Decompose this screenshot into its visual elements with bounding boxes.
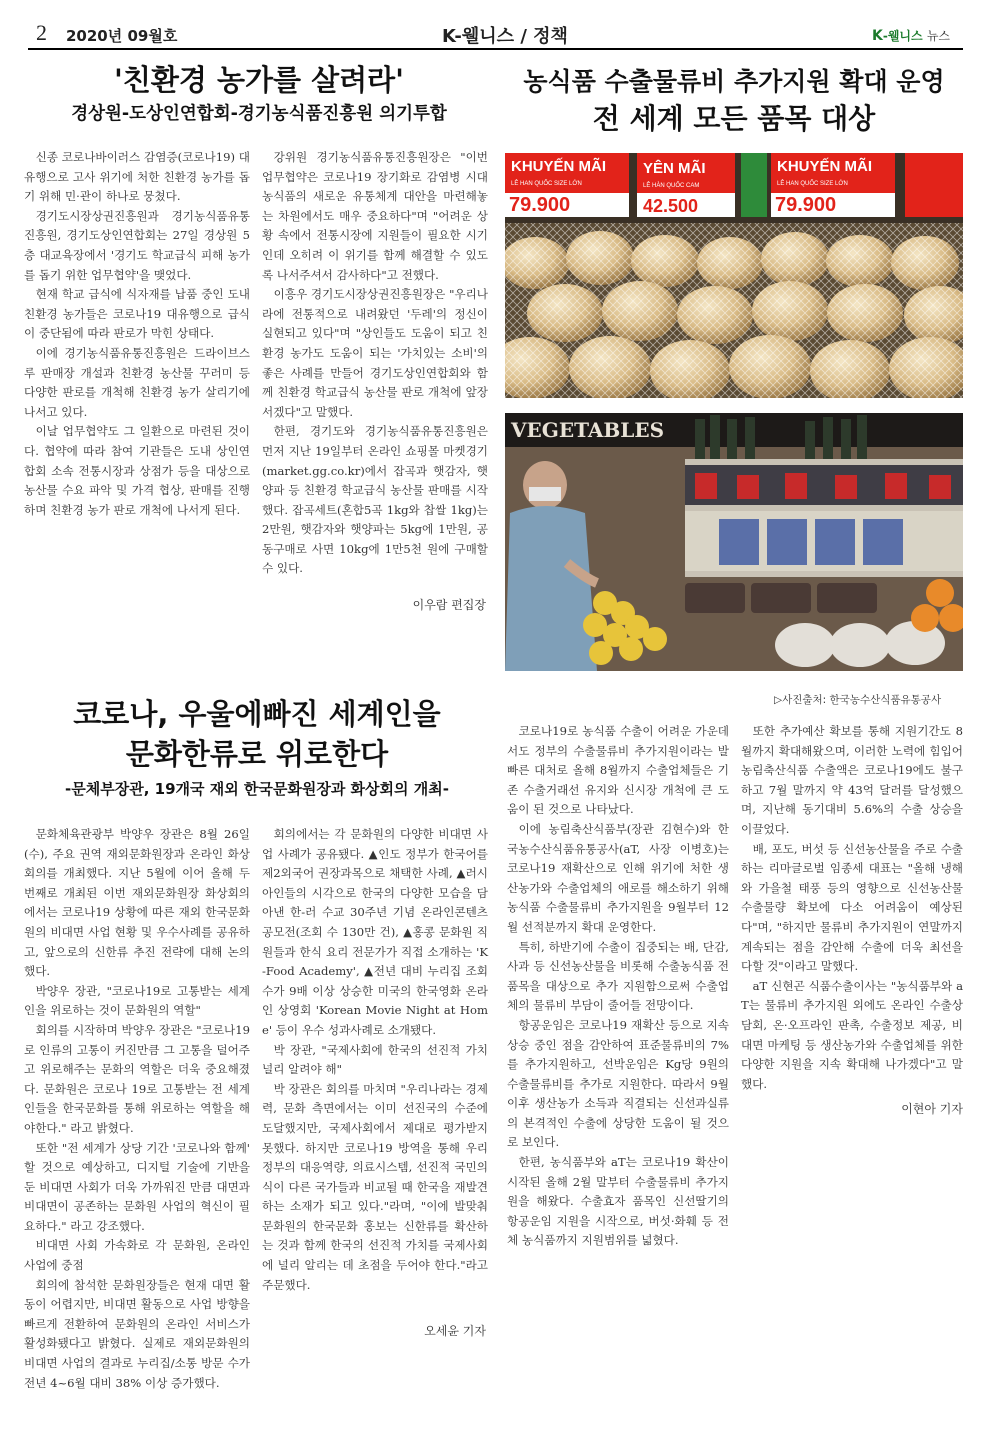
- article1-col1: [24, 148, 250, 520]
- price-sign: [771, 153, 895, 217]
- paragraph: 배, 포도, 버섯 등 신선농산물을 주로 수출하는 리마글로벌 임종세 대표는 "올해 냉해와 가을철 태풍 등의 영향으로 신선농산물 수출물량 확보에 다소 어려움이 예상된다"며, "하지만 물류비 추가지원이 연말까지 계속되는 점을 감안해 수출에 더욱 최선을 다할 것"이라고 말했다.: [741, 841, 963, 974]
- paragraph: 회의에 참석한 문화원장들은 현재 대면 활동이 어렵지만, 비대면 활동으로 사업 방향을 빠르게 전환하여 문화원의 온라인 서비스가 활성화됐다고 밝혔다. 실제로 재외문화원의 비대면 사업의 결과로 누리집/소통 방문 수가 전년 4~6월 대비 38% 이상 증가했다.: [24, 1277, 250, 1390]
- paragraph: 현재 학교 급식에 식자재를 납품 중인 도내 친환경 농가들은 코로나19 대유행으로 급식이 중단됨에 따라 판로가 막힌 상태다.: [24, 287, 250, 341]
- publication-logo: [872, 27, 950, 44]
- paragraph: 박 장관은 회의를 마치며 "우리나라는 경제력, 문화 측면에서는 이미 선진국의 수준에 도달했지만, 국제사회에서 제대로 평가받지 못했다. 하지만 코로나19 방역을 통해 우리 정부의 대응역량, 의료시스템, 선진적 국민의식이 다른 국가들과 비교될 때 한국을 재발견하는 소재가 되고 있다."라며, "이에 발맞춰 문화원의 한국문화 홍보는 신한류를 확산하는 것과 함께 한국의 선진적 가치를 국제사회에 널리 알리는 데 초점을 두어야 한다."라고 주문했다.: [262, 1081, 488, 1292]
- header-rule: [28, 48, 963, 50]
- svg-text:YÊN MÃI: YÊN MÃI: [643, 160, 706, 177]
- article3-title-line2: 문화한류로 위로한다: [125, 737, 389, 771]
- article2-col1: [507, 722, 729, 1251]
- paragraph: 이에 농림축산식품부(장관 김현수)와 한국농수산식품유통공사(aT, 사장 이병호)는 코로나19 재확산으로 인해 위기에 처한 생산농가와 수출업체의 애로를 해소하기 위해 농식품 수출물류비 추가지원을 9월부터 12월 선적분까지 확대 운영한다.: [507, 821, 729, 934]
- logo-k: K: [872, 28, 883, 44]
- paragraph: 박양우 장관, "코로나19로 고통받는 세계인을 위로하는 것이 문화원의 역할": [24, 983, 250, 1018]
- article1-subtitle: 경상원-도상인연합회-경기농식품진흥원 의기투합: [71, 104, 447, 124]
- paragraph: 강위원 경기농식품유통진흥원장은 "이번 업무협약은 코로나19 장기화로 감염병 시대 농식품의 새로운 유통체계 대안을 마련해놓는 차원에서도 매우 중요하다"며 "어려운 상황 속에서 전통시장에 지원들이 필요한 시기인데 오히려 이 위기를 함께 해결할 수 있도록 나서주셔서 감사하다"고 전했다.: [262, 150, 488, 282]
- paragraph: 박 장관, "국제사회에 한국의 선진적 가치 널리 알려야 해": [262, 1042, 488, 1077]
- paragraph: 코로나19로 농식품 수출이 어려운 가운데서도 정부의 수출물류비 추가지원이라는 발 빠른 대처로 올해 8월까지 수출업체들은 기존 수출거래선 유지와 신시장 개척에 큰 도움이 된 것으로 나타났다.: [507, 724, 729, 817]
- article2-col2: [741, 722, 963, 1094]
- paragraph: 항공운임은 코로나19 재확산 등으로 지속 상승 중인 점을 감안하여 표준물류비의 7%를 추가지원하고, 선박운임은 Kg당 9원의 수출물류비를 추가로 지원한다. 따라서 9월 이후 생산농가 소득과 직결되는 신선과실류의 본격적인 수출에 상당한 도움이 될 것으로 보인다.: [507, 1017, 729, 1150]
- paragraph: 비대면 사회 가속화로 각 문화원, 온라인 사업에 중점: [24, 1238, 250, 1273]
- paragraph: 이흥우 경기도시장상권진흥원장은 "우리나라에 전통적으로 내려왔던 '두레'의 정신이 실현되고 있다"며 "상인들도 도움이 되고 친환경 농가도 도움이 되는 '가치있는 소비'의 좋은 사례를 만들어 경기도상인연합회와 함께 친환경 학교급식 농산물 판로 개척에 앞장서겠다"고 말했다.: [262, 287, 488, 419]
- svg-text:42.500: 42.500: [643, 196, 699, 216]
- article2-title-line2: 전 세계 모든 품목 대상: [592, 102, 876, 135]
- logo-news: 뉴스: [926, 29, 950, 43]
- paragraph: 문화체육관광부 박양우 장관은 8월 26일(수), 주요 권역 재외문화원장과 온라인 화상 회의를 개최했다. 지난 5월에 이어 올해 두 번째로 개최된 이번 재외문화원장 화상회의에서는 코로나19 상황에 따른 재외 한국문화원의 비대면 사업 현황 및 우수사례를 공유하고, 앞으로의 신한류 추진 전략에 대해 논의했다.: [24, 827, 250, 979]
- paragraph: 또한 추가예산 확보를 통해 지원기간도 8월까지 확대해왔으며, 이러한 노력에 힘입어 농림축산식품 수출액은 코로나19에도 불구하고 7월 말까지 약 43억 달러를 달성했으며, 지난해 동기대비 5.6%의 수출 상승을 이끌었다.: [741, 724, 963, 836]
- photo-caption: ▷사진출처: 한국농수산식품유통공사: [774, 694, 942, 706]
- article3-subtitle: -문체부장관, 19개국 재외 한국문화원장과 화상회의 개최-: [65, 780, 449, 798]
- article2-title-line1: 농식품 수출물류비 추가지원 확대 운영: [523, 67, 945, 96]
- svg-text:LÊ HAN QUỐC SIZE LỚN: LÊ HAN QUỐC SIZE LỚN: [511, 181, 582, 187]
- paragraph: 경기도시장상권진흥원과 경기농식품유통진흥원, 경기도상인연합회는 27일 경상원 5층 대교육장에서 '경기도 학교급식 피해 농가를 돕기 위한 업무협약'을 맺었다.: [24, 208, 250, 282]
- svg-text:79.900: 79.900: [775, 194, 837, 216]
- grocery-shelf-photo: [505, 413, 963, 671]
- svg-text:LÊ HAN QUỐC SIZE LỚN: LÊ HAN QUỐC SIZE LỚN: [777, 181, 848, 187]
- article2-byline: 이현아 기자: [901, 1102, 963, 1116]
- issue-date: 2020년 09월호: [66, 27, 178, 45]
- article3-col1: [24, 825, 250, 1393]
- paragraph: aT 신현곤 식품수출이사는 "농식품부와 aT는 물류비 추가지원 외에도 온라인 수출상담회, 온·오프라인 판촉, 수출정보 제공, 비대면 마케팅 등 생산농가와 수출업체를 위한 다양한 지원을 지속 확대해 나가겠다"고 말했다.: [741, 978, 963, 1091]
- paragraph: 이날 업무협약도 그 일환으로 마련된 것이다. 협약에 따라 참여 기관들은 도내 상인연합회 소속 전통시장과 상점가 등을 대상으로 농산물 수요 파악 및 가격 협상, 판매를 진행하며 친환경 농가 판로 개척에 나서게 된다.: [24, 424, 250, 517]
- svg-text:LÊ HÀN QUỐC CAM: LÊ HÀN QUỐC CAM: [643, 183, 700, 189]
- shelf-sign: VEGETABLES: [511, 418, 665, 442]
- article3-title-line1: 코로나, 우울에빠진 세계인을: [73, 697, 441, 731]
- article3-col2: [262, 825, 488, 1295]
- paragraph: 신종 코로나바이러스 감염증(코로나19) 대유행으로 고사 위기에 처한 친환경 농가를 돕기 위해 민·관이 하나로 뭉쳤다.: [24, 150, 250, 204]
- paragraph: 한편, 농식품부와 aT는 코로나19 확산이 시작된 올해 2월 말부터 수출물류비 추가지원을 해왔다. 수출효자 품목인 신선딸기의 항공운임 지원을 시작으로, 버섯·화훼 등 전체 농식품까지 지원범위를 넓혔다.: [507, 1155, 729, 1248]
- article1-title: '친환경 농가를 살려라': [113, 63, 405, 97]
- svg-text:79.900: 79.900: [509, 194, 571, 216]
- paragraph: 회의를 시작하며 박양우 장관은 "코로나19로 인류의 고통이 커진만큼 그 고통을 덜어주고 위로해주는 문화의 역할은 더욱 중요해졌다. 문화원은 코로나 19로 고통받는 전 세계인들을 한국문화를 통해 위로하는 역할을 해야한다." 라고 밝혔다.: [24, 1022, 250, 1135]
- section-title: K-웰니스 / 정책: [442, 26, 568, 47]
- price-sign: [637, 153, 735, 217]
- page-number: 2: [36, 20, 47, 45]
- article3-byline: 오세윤 기자: [424, 1324, 486, 1338]
- paragraph: 또한 "전 세계가 상당 기간 '코로나와 함께' 할 것으로 예상하고, 디지털 기술에 기반을 둔 비대면 사회가 더욱 가까워진 만큼 대면과 비대면이 공존하는 문화원 사업의 혁신이 필요하다." 라고 강조했다.: [24, 1140, 250, 1233]
- paragraph: 회의에서는 각 문화원의 다양한 비대면 사업 사례가 공유됐다. ▲인도 정부가 한국어를 제2외국어 권장과목으로 채택한 사례, ▲러시아인들의 시각으로 한국의 다양한 모습을 담아낸 한-러 수교 30주년 기념 온라인콘텐츠 공모전(조회 수 130만 건), ▲홍콩 문화원 직원들과 한식 요리 전문가가 직접 소개하는 'K-Food Academy', ▲전년 대비 누리집 조회 수가 9배 이상 상승한 미국의 한국영화 온라인 상영회 'Korean Movie Night at Home' 등이 우수 성과사례로 소개됐다.: [262, 827, 488, 1037]
- melon-display-photo: [505, 153, 963, 398]
- svg-text:KHUYẾN MÃI: KHUYẾN MÃI: [511, 158, 607, 175]
- price-sign: [505, 153, 629, 217]
- article1-col2: [262, 148, 488, 579]
- logo-wellness: -웰니스: [882, 29, 923, 43]
- paragraph: 특히, 하반기에 수출이 집중되는 배, 단감, 사과 등 신선농산물을 비롯해 수출농식품 전 품목을 대상으로 추가 지원함으로써 수출업체의 물류비 부담이 줄어들 전망이다.: [507, 939, 729, 1013]
- paragraph: 이에 경기농식품유통진흥원은 드라이브스루 판매장 개설과 친환경 농산물 꾸러미 등 다양한 판로를 개척해 친환경 농가 살리기에 나서고 있다.: [24, 345, 250, 419]
- paragraph: 한편, 경기도와 경기농식품유통진흥원은 먼저 지난 19일부터 온라인 쇼핑몰 마켓경기(market.gg.co.kr)에서 잡곡과 햇감자, 햇양파 등 친환경 학교급식 농산물 판매를 시작했다. 잡곡세트(혼합5곡 1kg와 찹쌀 1kg)는 2만원, 햇감자와 햇양파는 5kg에 1만원, 공동구매로 사면 10kg에 1만5천 원에 구매할 수 있다.: [262, 424, 488, 576]
- svg-text:KHUYẾN MÃI: KHUYẾN MÃI: [777, 158, 873, 175]
- article1-byline: 이우람 편집장: [412, 598, 486, 612]
